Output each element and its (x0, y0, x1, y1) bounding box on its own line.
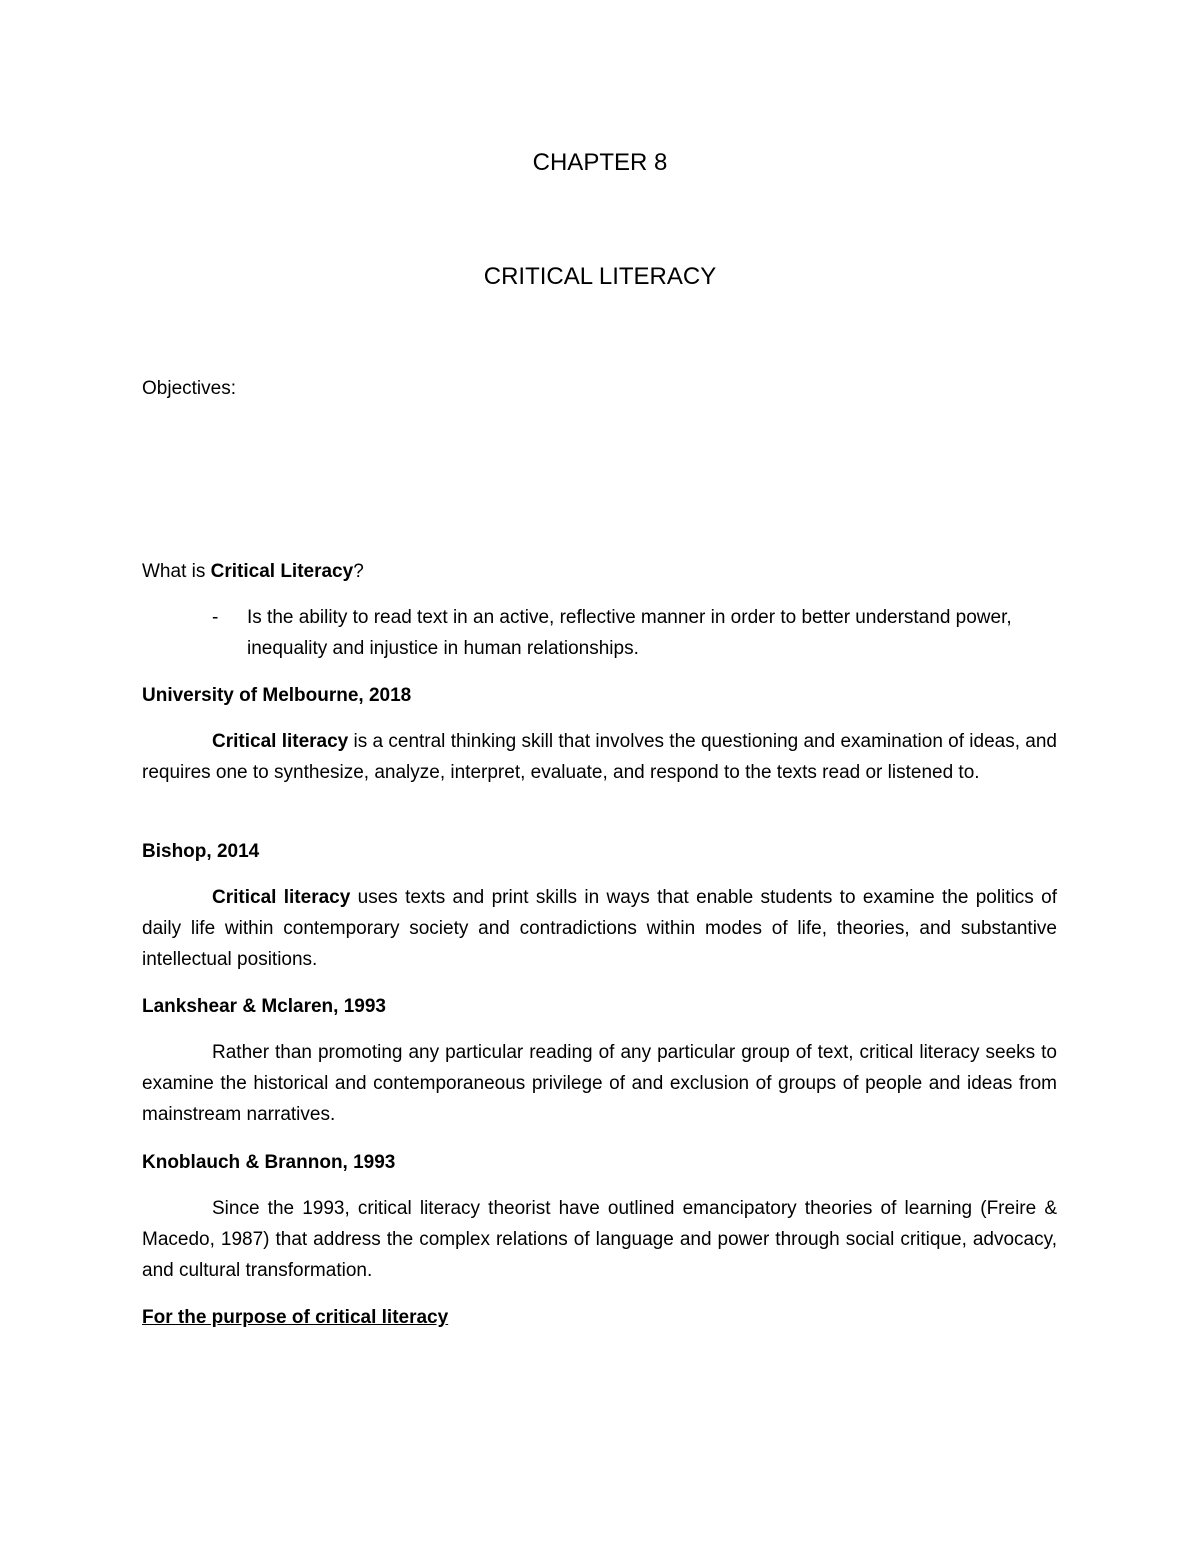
section-body: Rather than promoting any particular reading of any particular group of text, critical literacy seeks to examine the historical and contemporaneous privilege of and exclusion of groups of people and ideas from mainstream narratives. (142, 1042, 1057, 1125)
question-suffix: ? (353, 561, 364, 582)
definition-text: Is the ability to read text in an active, reflective manner in order to better understand power, inequality and injustice in human relationships. (247, 607, 1012, 659)
section-heading: Bishop, 2014 (142, 841, 260, 862)
question-term: Critical Literacy (210, 561, 354, 582)
section-paragraph (142, 1193, 1057, 1286)
section-paragraph (142, 1037, 1057, 1130)
purpose-heading: For the purpose of critical literacy (142, 1307, 449, 1328)
question-prefix: What is (142, 561, 211, 582)
section-heading: Knoblauch & Brannon, 1993 (142, 1152, 396, 1173)
section-lead-term: Critical literacy (212, 887, 351, 908)
objectives-label: Objectives: (142, 378, 236, 399)
section-lead-term: Critical literacy (212, 731, 349, 752)
section-body: Since the 1993, critical literacy theorist have outlined emancipatory theories of learning (Freire & Macedo, 1987) that address the complex relations of language and power through social critique, advocacy, and cultural transformation. (142, 1198, 1057, 1281)
question-line (142, 556, 364, 587)
section-body: is a central thinking skill that involves the questioning and examination of ideas, and requires one to synthesize, analyze, interpret, evaluate, and respond to the texts read or listened to. (142, 731, 1057, 783)
section-paragraph (142, 882, 1057, 975)
section-heading: University of Melbourne, 2018 (142, 685, 412, 706)
section-paragraph (142, 726, 1057, 788)
section-body: uses texts and print skills in ways that enable students to examine the politics of daily life within contemporary society and contradictions within modes of life, theories, and substantive intellectual positions. (142, 887, 1057, 970)
chapter-title: CHAPTER 8 (532, 149, 668, 176)
definition-dash: - (212, 607, 219, 628)
section-heading: Lankshear & Mclaren, 1993 (142, 996, 386, 1017)
chapter-subtitle: CRITICAL LITERACY (483, 263, 717, 290)
